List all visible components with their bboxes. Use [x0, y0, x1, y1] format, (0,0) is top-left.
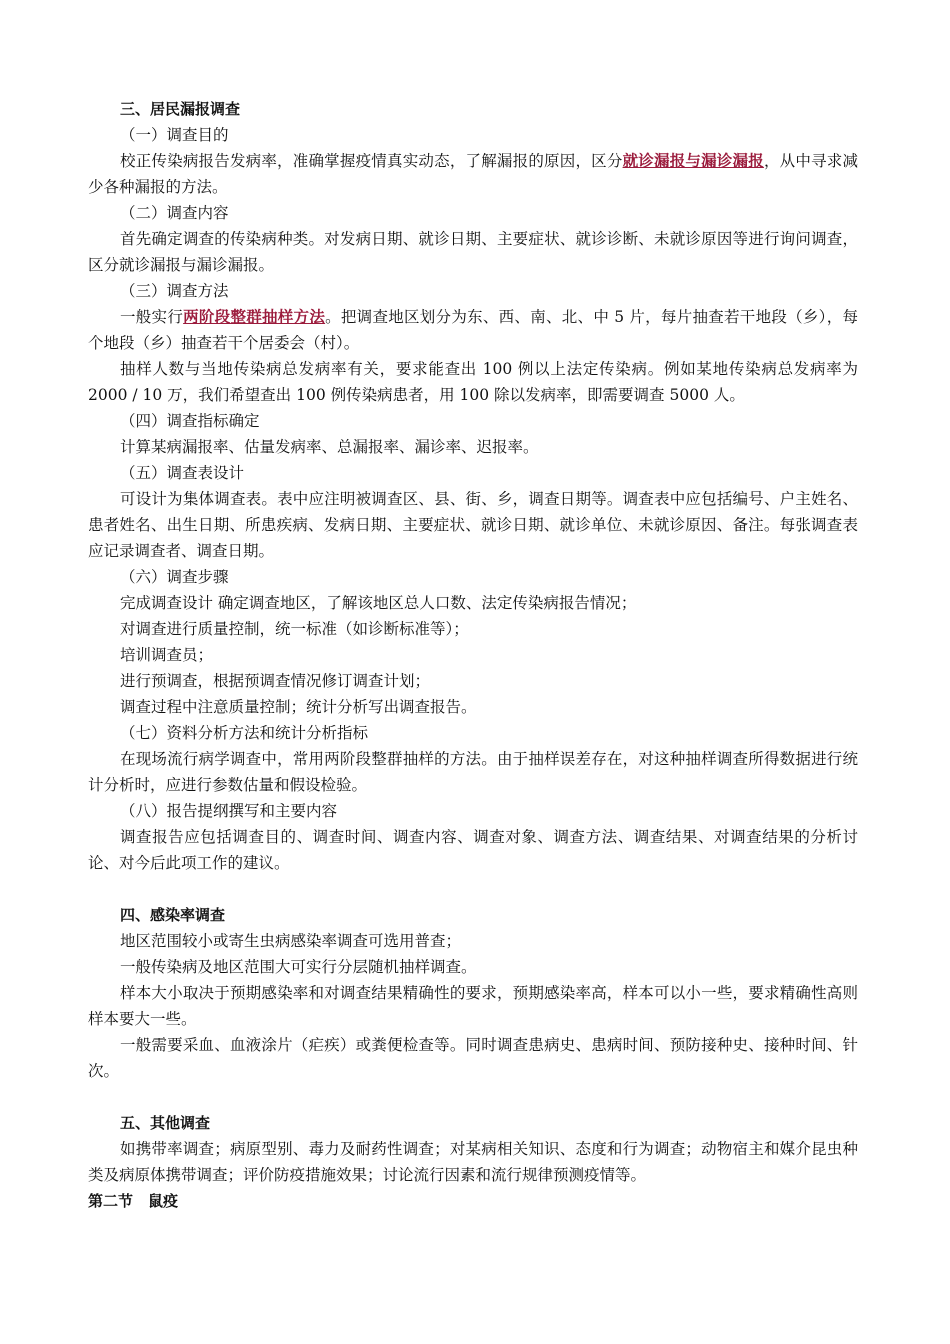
paragraph: [88, 304, 858, 356]
paragraph: 可设计为集体调查表。表中应注明被调查区、县、街、乡，调查日期等。调查表中应包括编号、户主姓名、患者姓名、出生日期、所患疾病、发病日期、主要症状、就诊日期、就诊单位、未就诊原因、备注。每张调查表应记录调查者、调查日期。: [88, 490, 858, 560]
paragraph-text: 一般实行: [120, 308, 184, 326]
subsection-heading: （五）调查表设计: [120, 464, 245, 482]
subsection-heading: （八）报告提纲撰写和主要内容: [120, 802, 338, 820]
subsection-heading: （二）调查内容: [120, 204, 229, 222]
paragraph-text: 校正传染病报告发病率，准确掌握疫情真实动态，了解漏报的原因，区分: [120, 152, 623, 170]
subsection-heading: （四）调查指标确定: [120, 412, 260, 430]
subsection-heading: （一）调查目的: [120, 126, 229, 144]
paragraph: 首先确定调查的传染病种类。对发病日期、就诊日期、主要症状、就诊诊断、未就诊原因等进行询问调查，区分就诊漏报与漏诊漏报。: [88, 230, 858, 274]
next-section-heading: 第二节 鼠疫: [88, 1192, 179, 1210]
paragraph: 一般传染病及地区范围大可实行分层随机抽样调查。: [120, 958, 477, 976]
paragraph-text: ，从中寻求减少各种漏报的方法。: [88, 152, 858, 196]
paragraph: [88, 148, 858, 200]
paragraph: 一般需要采血、血液涂片（疟疾）或粪便检查等。同时调查患病史、患病时间、预防接种史、接种时间、针次。: [88, 1036, 858, 1080]
paragraph: 地区范围较小或寄生虫病感染率调查可选用普查；: [120, 932, 462, 950]
step-line: 培训调查员；: [120, 646, 214, 664]
step-line: 对调查进行质量控制，统一标准（如诊断标准等）；: [120, 620, 469, 638]
paragraph: 调查报告应包括调查目的、调查时间、调查内容、调查对象、调查方法、调查结果、对调查结果的分析讨论、对今后此项工作的建议。: [88, 828, 858, 872]
document-body: [88, 96, 858, 1214]
paragraph: 在现场流行病学调查中，常用两阶段整群抽样的方法。由于抽样误差存在，对这种抽样调查所得数据进行统计分析时，应进行参数估量和假设检验。: [88, 750, 858, 794]
spacer: [88, 876, 858, 902]
paragraph: 如携带率调查；病原型别、毒力及耐药性调查；对某病相关知识、态度和行为调查；动物宿主和媒介昆虫种类及病原体携带调查；评价防疫措施效果；讨论流行因素和流行规律预测疫情等。: [88, 1140, 858, 1184]
term-link[interactable]: 两阶段整群抽样方法: [183, 307, 326, 326]
step-line: 完成调查设计 确定调查地区，了解该地区总人口数、法定传染病报告情况；: [120, 594, 637, 612]
paragraph: 计算某病漏报率、估量发病率、总漏报率、漏诊率、迟报率。: [120, 438, 539, 456]
section-3-heading: 三、居民漏报调查: [120, 100, 241, 118]
spacer: [88, 1084, 858, 1110]
subsection-heading: （七）资料分析方法和统计分析指标: [120, 724, 369, 742]
step-line: 进行预调查，根据预调查情况修订调查计划；: [120, 672, 431, 690]
paragraph: 抽样人数与当地传染病总发病率有关，要求能查出 100 例以上法定传染病。例如某地传染病总发病率为 2000 / 10 万，我们希望查出 100 例传染病患者，用 100 除以发病率，即需要调查 5000 人。: [88, 360, 858, 404]
paragraph-text: 。把调查地区划分为东、西、南、北、中 5 片，每片抽查若干地段（乡），每个地段（乡）抽查若干个居委会（村）。: [88, 308, 858, 352]
section-5-heading: 五、其他调查: [120, 1114, 211, 1132]
subsection-heading: （六）调查步骤: [120, 568, 229, 586]
step-line: 调查过程中注意质量控制；统计分析写出调查报告。: [120, 698, 477, 716]
subsection-heading: （三）调查方法: [120, 282, 229, 300]
paragraph: 样本大小取决于预期感染率和对调查结果精确性的要求，预期感染率高，样本可以小一些，要求精确性高则样本要大一些。: [88, 984, 858, 1028]
section-4-heading: 四、感染率调查: [120, 906, 226, 924]
term-link[interactable]: 就诊漏报与漏诊漏报: [622, 151, 764, 170]
